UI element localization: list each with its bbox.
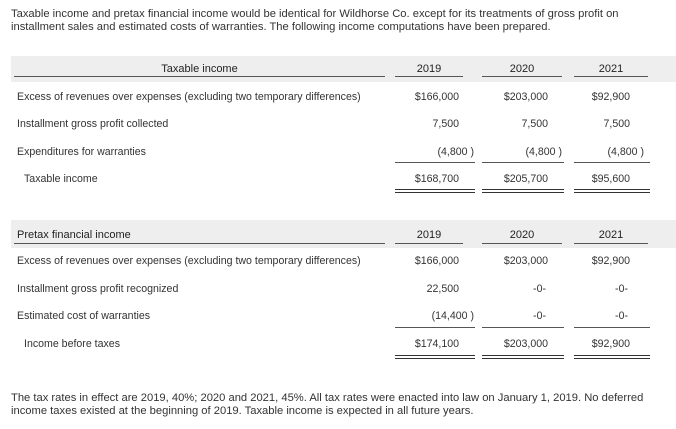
table-cell: 7,500: [603, 118, 630, 130]
table-cell: $166,000: [414, 255, 459, 267]
table-cell: (4,800 ): [437, 146, 474, 158]
table-row-label: Installment gross profit recognized: [17, 283, 179, 295]
table-cell: $92,900: [591, 91, 630, 103]
table-row-label: Taxable income: [24, 173, 98, 185]
intro-paragraph: Taxable income and pretax financial income would be identical for Wildhorse Co. except for its treatments of gross profit on installment sales and estimated costs of warranties. The following income computations have been prepared.: [11, 8, 619, 33]
pretax-year-2020: 2020: [509, 229, 535, 241]
pretax-year-2019: 2019: [416, 229, 442, 241]
taxable-year-2021: 2021: [598, 63, 624, 75]
taxable-year-2020: 2020: [509, 63, 535, 75]
table-cell: $203,000: [503, 255, 548, 267]
table-cell: $92,900: [591, 338, 630, 350]
pretax-header-title: Pretax financial income: [17, 229, 131, 241]
table-cell: -0-: [533, 310, 546, 322]
pretax-year-2021: 2021: [598, 229, 624, 241]
table-cell: (4,800 ): [607, 146, 644, 158]
table-cell: $205,700: [503, 173, 548, 185]
table-row-label: Excess of revenues over expenses (excluding two temporary differences): [17, 255, 361, 267]
table-cell: -0-: [533, 283, 546, 295]
table-cell: $166,000: [414, 91, 459, 103]
taxable-year-2019: 2019: [416, 63, 442, 75]
table-cell: $203,000: [503, 338, 548, 350]
table-cell: -0-: [615, 283, 628, 295]
table-row-label: Estimated cost of warranties: [17, 310, 151, 322]
table-cell: $174,100: [414, 338, 459, 350]
table-cell: (4,800 ): [525, 146, 562, 158]
table-row-label: Income before taxes: [24, 338, 120, 350]
taxable-header-title: Taxable income: [161, 63, 238, 75]
footer-paragraph: The tax rates in effect are 2019, 40%; 2020 and 2021, 45%. All tax rates were enacted into law on January 1, 2019. No deferred income taxes existed at the beginning of 2019. Taxable income is expected in all future years.: [11, 392, 644, 417]
table-row-label: Installment gross profit collected: [17, 118, 169, 130]
table-row-label: Expenditures for warranties: [17, 146, 146, 158]
table-cell: 22,500: [426, 283, 459, 295]
table-row-label: Excess of revenues over expenses (excluding two temporary differences): [17, 91, 361, 103]
table-cell: -0-: [615, 310, 628, 322]
table-cell: (14,400 ): [431, 310, 474, 322]
table-cell: $95,600: [591, 173, 630, 185]
table-cell: $168,700: [414, 173, 459, 185]
table-cell: 7,500: [521, 118, 548, 130]
table-cell: $203,000: [503, 91, 548, 103]
table-cell: 7,500: [432, 118, 459, 130]
table-cell: $92,900: [591, 255, 630, 267]
